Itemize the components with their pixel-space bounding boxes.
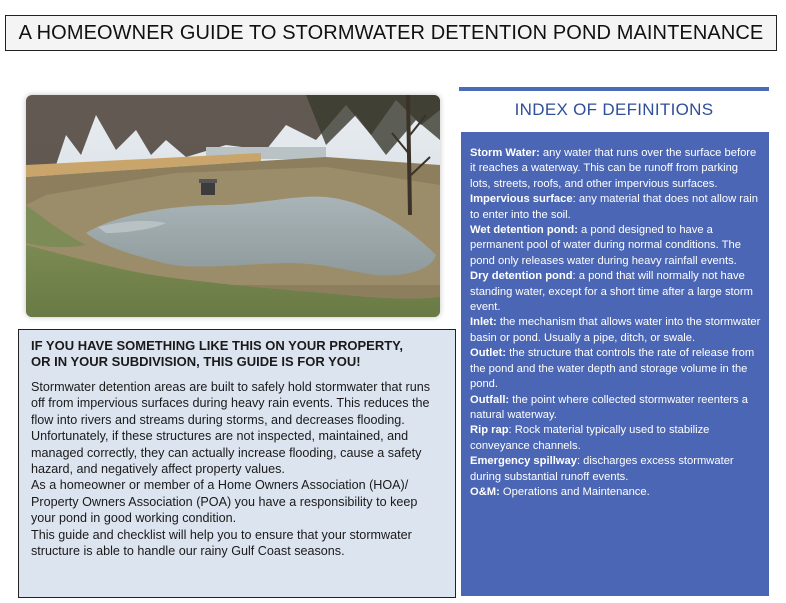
definition-text: the point where collected stormwater reenters a natural waterway. bbox=[470, 393, 748, 421]
definition-item bbox=[470, 223, 761, 269]
detention-pond-photo bbox=[26, 95, 440, 317]
intro-paragraph: Unfortunately, if these structures are not inspected, maintained, and managed correctly, they can actually increase flooding, cause a safety hazard, and negatively affect property values. bbox=[31, 429, 422, 477]
definition-text: : a pond that will normally not have standing water, except for a short time after a large storm event. bbox=[470, 270, 753, 314]
definition-term: Dry detention pond bbox=[470, 270, 573, 283]
definitions-panel bbox=[461, 132, 769, 596]
definition-term: Storm Water: bbox=[470, 147, 540, 159]
index-accent-bar bbox=[459, 87, 769, 91]
definition-item bbox=[470, 346, 761, 392]
definition-text: : discharges excess stormwater during substantial runoff events. bbox=[470, 455, 734, 483]
definition-text: any water that runs over the surface before it reaches a waterway. This can be runoff from parking lots, streets, roofs, and other impervious surfaces. bbox=[470, 147, 757, 190]
intro-paragraph: This guide and checklist will help you to ensure that your stormwater structure is able to handle our rainy Gulf Coast seasons. bbox=[31, 527, 412, 559]
intro-heading-line2: OR IN YOUR SUBDIVISION, THIS GUIDE IS FOR YOU! bbox=[31, 354, 361, 369]
definition-term: Rip rap bbox=[470, 424, 509, 437]
definition-text: Operations and Maintenance. bbox=[499, 485, 650, 498]
definition-term: Outfall: bbox=[470, 393, 510, 406]
definition-text: a pond designed to have a permanent pool of water during normal conditions. The pond only releases water during heavy rainfall events. bbox=[470, 224, 741, 267]
definition-text: the structure that controls the rate of release from the pond and the water depth and storage volume in the pond. bbox=[470, 347, 755, 391]
definition-item bbox=[470, 315, 761, 346]
definition-term: Impervious surface bbox=[470, 193, 573, 206]
definition-item bbox=[470, 485, 761, 500]
definition-item bbox=[470, 192, 761, 223]
definition-text: the mechanism that allows water into the stormwater basin or pond. Usually a pipe, ditch, or swale. bbox=[470, 316, 761, 344]
intro-paragraph: As a homeowner or member of a Home Owners Association (HOA)/ Property Owners Association (POA) you have a responsibility to keep your pond in good working condition. bbox=[31, 478, 418, 526]
definition-item bbox=[470, 269, 761, 315]
definition-text: : Rock material typically used to stabilize conveyance channels. bbox=[470, 424, 710, 452]
definition-item bbox=[470, 393, 761, 424]
definition-item bbox=[470, 454, 761, 485]
intro-heading bbox=[31, 338, 445, 370]
intro-panel bbox=[18, 329, 456, 598]
intro-heading-line1: IF YOU HAVE SOMETHING LIKE THIS ON YOUR PROPERTY, bbox=[31, 338, 403, 353]
definition-term: Wet detention pond: bbox=[470, 224, 578, 237]
definition-item bbox=[470, 423, 761, 454]
index-title: INDEX OF DEFINITIONS bbox=[514, 100, 714, 119]
definition-text: : any material that does not allow rain to enter into the soil. bbox=[470, 193, 758, 221]
definition-term: Outlet: bbox=[470, 347, 507, 360]
intro-paragraph: Stormwater detention areas are built to safely hold stormwater that runs off from impervious surfaces during heavy rain events. This reduces the flow into rivers and streams during storms, and decreases flooding. bbox=[31, 380, 430, 427]
page-title: A HOMEOWNER GUIDE TO STORMWATER DETENTION POND MAINTENANCE bbox=[5, 15, 777, 51]
definition-term: Emergency spillway bbox=[470, 455, 577, 468]
definition-term: O&M: bbox=[470, 485, 500, 498]
definition-term: Inlet: bbox=[470, 316, 497, 329]
definition-item bbox=[470, 146, 761, 192]
